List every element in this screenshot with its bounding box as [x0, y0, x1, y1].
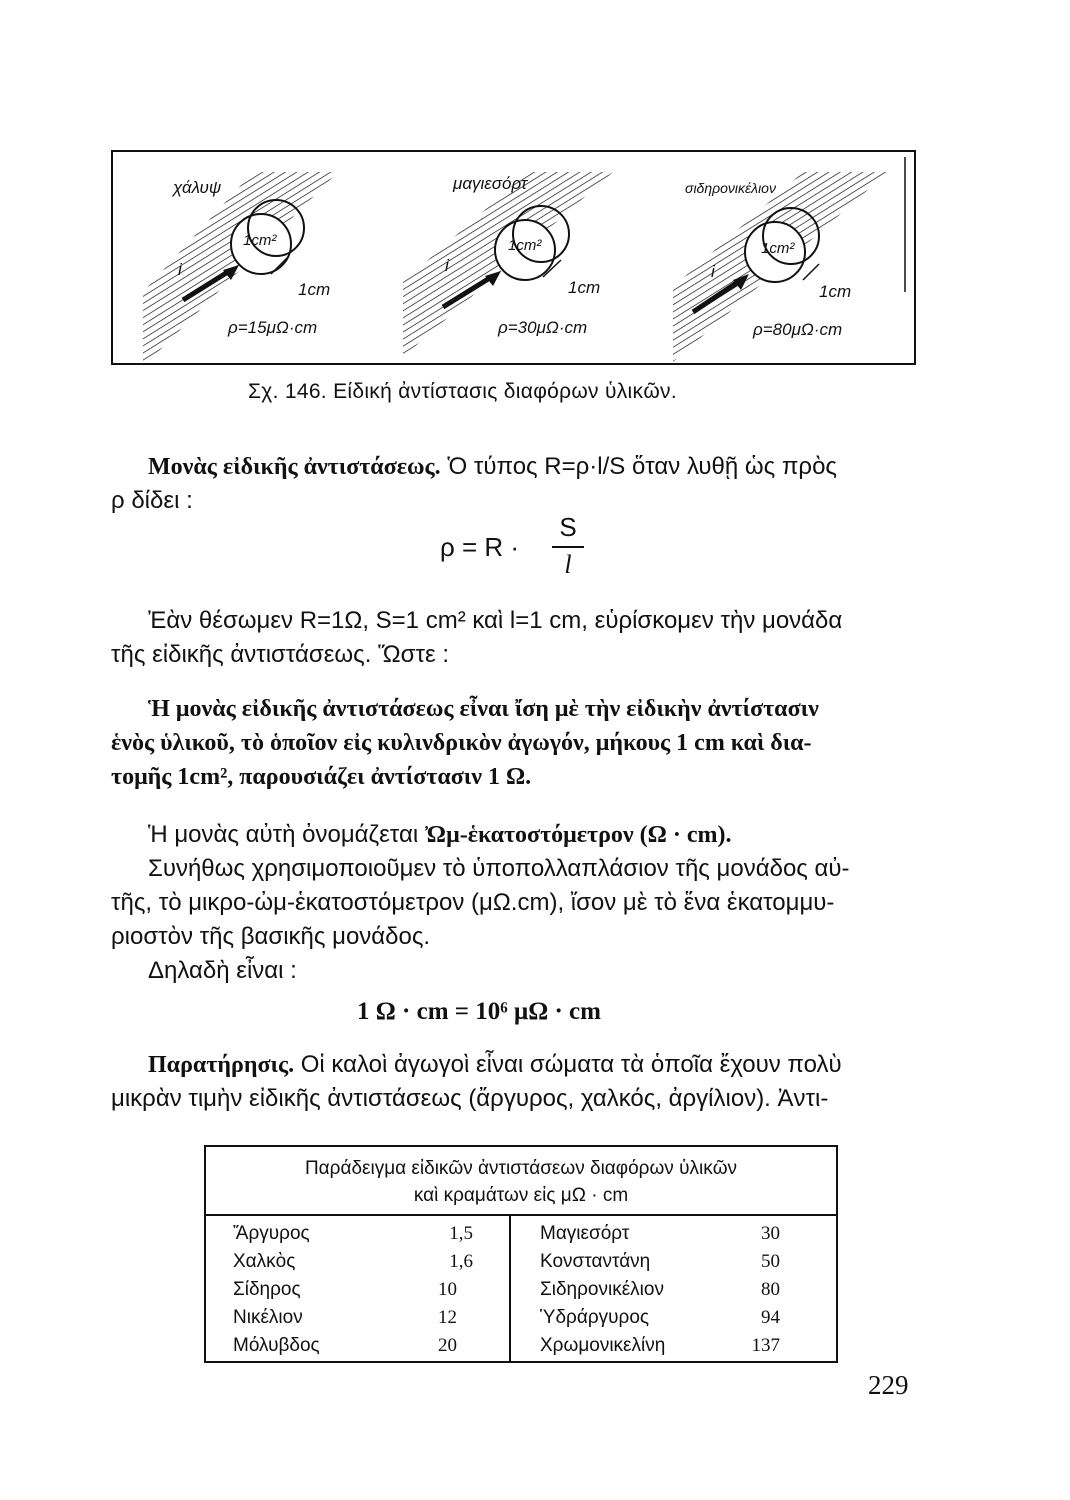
- formula-fraction: [552, 512, 584, 580]
- definition-line: ἑνὸς ὑλικοῦ, τὸ ὁποῖον εἰς κυλινδρικὸν ἀγωγόν, μήκους 1 cm καὶ δια-: [111, 730, 812, 756]
- table-row: [233, 1304, 473, 1332]
- definition-line: Ἡ μονὰς εἰδικῆς ἀντιστάσεως εἶναι ἴση μὲ τὴν εἰδικὴν ἀντίστασιν: [148, 696, 819, 722]
- material-value: 137: [751, 1335, 780, 1356]
- material-value: 10: [438, 1279, 457, 1300]
- material-name: Κονσταντάνη: [540, 1251, 651, 1272]
- material-name: Ὑδράργυρος: [540, 1307, 650, 1328]
- material-name: Νικέλιον: [233, 1307, 303, 1328]
- unit-line-prefix: Ἡ μονὰς αὐτὴ ὀνομάζεται: [148, 821, 425, 848]
- material-name: Χαλκὸς: [233, 1251, 296, 1272]
- table-title-line1: Παράδειγμα εἰδικῶν ἀντιστάσεων διαφόρων ὑλικῶν: [304, 1158, 738, 1179]
- unit-name-line: [148, 818, 732, 852]
- resistivity-figure: [111, 150, 916, 365]
- note-heading: Παρατήρησις.: [148, 1052, 295, 1078]
- unit-conversion-formula: 1 Ω · cm = 10⁶ μΩ · cm: [357, 998, 601, 1025]
- length-label-3: 1cm: [819, 282, 852, 301]
- table-row: [540, 1304, 780, 1332]
- current-label-2: i: [445, 256, 449, 275]
- material-label-magiesort: μαγιεσόρτ: [453, 174, 528, 193]
- table-right-column: [540, 1220, 780, 1360]
- area-label-3: 1cm²: [761, 240, 795, 257]
- figure-caption: Σχ. 146. Είδική ἀντίστασις διαφόρων ὑλικῶν.: [248, 380, 677, 403]
- definition-paragraph: [111, 692, 926, 794]
- material-name: Μαγιεσόρτ: [540, 1223, 630, 1244]
- material-name: Ἄργυρος: [233, 1223, 310, 1244]
- text-line-c: Δηλαδὴ εἶναι :: [148, 957, 297, 984]
- rho-label-2: ρ=30μΩ·cm: [498, 318, 588, 337]
- definition-line: τομῆς 1cm², παρουσιάζει ἀντίστασιν 1 Ω.: [111, 764, 532, 790]
- fraction-bar: [552, 546, 584, 548]
- rho-label-1: ρ=15μΩ·cm: [228, 318, 318, 337]
- material-value: 12: [438, 1307, 457, 1328]
- note-line2: μικρὰν τιμὴν εἰδικῆς ἀντιστάσεως (ἄργυρος, χαλκός, ἀργίλιον). Ἀντι-: [111, 1085, 829, 1112]
- section-heading: Μονὰς εἰδικῆς ἀντιστάσεως.: [148, 454, 441, 480]
- material-name: Χρωμονικελίνη: [540, 1335, 666, 1356]
- material-value: 94: [761, 1307, 780, 1328]
- table-row: [540, 1276, 780, 1304]
- material-value: 20: [438, 1335, 457, 1356]
- table-title: [206, 1155, 836, 1209]
- material-value: 30: [761, 1223, 780, 1244]
- material-value: 50: [761, 1251, 780, 1272]
- material-label-steel: χάλυψ: [173, 178, 222, 197]
- table-row: [233, 1220, 473, 1248]
- material-label-ferronickel: σιδηρονικέλιον: [685, 180, 776, 196]
- section-intro-line1: [148, 450, 837, 484]
- table-divider-horizontal: [206, 1214, 836, 1216]
- formula-lhs: ρ = R ·: [440, 532, 520, 562]
- area-label-2: 1cm²: [508, 237, 542, 254]
- current-label-1: i: [178, 260, 182, 279]
- table-row: [540, 1248, 780, 1276]
- formula-denominator: l: [564, 550, 572, 579]
- text-line-b2: τῆς, τὸ μικρο-ὠμ-ἑκατοστόμετρον (μΩ.cm), ἴσον μὲ τὸ ἕνα ἑκατομμυ-: [111, 889, 835, 916]
- material-value: 1,6: [449, 1251, 473, 1272]
- table-left-column: [233, 1220, 473, 1360]
- resistivity-table: [204, 1145, 838, 1363]
- material-value: 1,5: [449, 1223, 473, 1244]
- table-row: [233, 1248, 473, 1276]
- table-row: [540, 1220, 780, 1248]
- unit-name: Ὠμ-ἑκατοστόμετρον (Ω · cm).: [424, 822, 732, 848]
- material-name: Μόλυβδος: [233, 1335, 320, 1356]
- table-title-line2: καὶ κραμάτων εἰς μΩ · cm: [413, 1185, 629, 1206]
- intro-text: Ὁ τύπος R=ρ·l/S ὅταν λυθῇ ὡς πρὸς: [440, 453, 837, 480]
- text-line-a1: Ἐὰν θέσωμεν R=1Ω, S=1 cm² καὶ l=1 cm, εὑρίσκομεν τὴν μονάδα: [148, 607, 843, 634]
- text-line-b1: Συνήθως χρησιμοποιοῦμεν τὸ ὑποπολλαπλάσιον τῆς μονάδος αὐ-: [148, 855, 850, 882]
- table-divider-vertical: [509, 1214, 511, 1363]
- note-text: Οἱ καλοὶ ἀγωγοὶ εἶναι σώματα τὰ ὁποῖα ἔχουν πολὺ: [294, 1051, 842, 1078]
- rho-label-3: ρ=80μΩ·cm: [753, 320, 843, 339]
- material-name: Σίδηρος: [233, 1279, 301, 1300]
- length-label-1: 1cm: [298, 280, 331, 299]
- table-row: [540, 1332, 780, 1360]
- material-value: 80: [761, 1279, 780, 1300]
- text-line-b3: ριοστὸν τῆς βασικῆς μονάδος.: [111, 923, 431, 950]
- table-row: [233, 1276, 473, 1304]
- note-line1: [148, 1048, 842, 1082]
- text-line-a2: τῆς εἰδικῆς ἀντιστάσεως. Ὥστε :: [111, 641, 449, 668]
- material-name: Σιδηρονικέλιον: [540, 1279, 664, 1300]
- current-label-3: i: [711, 262, 715, 281]
- page-number: 229: [868, 1370, 909, 1400]
- section-intro-line2: ρ δίδει :: [111, 487, 193, 514]
- length-label-2: 1cm: [568, 278, 601, 297]
- area-label-1: 1cm²: [243, 232, 277, 249]
- table-row: [233, 1332, 473, 1360]
- formula-numerator: S: [559, 512, 577, 542]
